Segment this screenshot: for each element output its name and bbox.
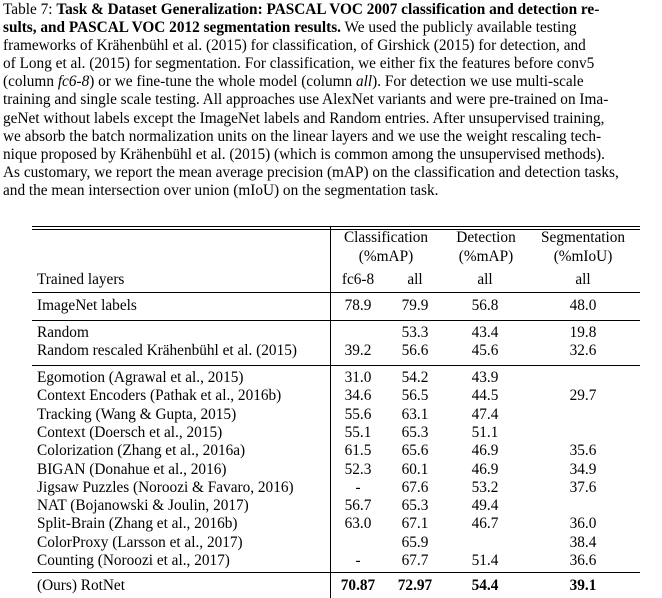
- row-label: Counting (Noroozi et al., 2017): [37, 552, 230, 569]
- row-label: Jigsaw Puzzles (Noroozi & Favaro, 2016): [37, 478, 294, 496]
- cell-c3: 43.4: [471, 324, 499, 341]
- row-label: Colorization (Zhang et al., 2016a): [37, 442, 246, 460]
- caption-italic-fc6-8: fc6-8: [57, 73, 90, 91]
- cell-c4: 37.6: [569, 478, 597, 496]
- cell-c4: 19.8: [569, 324, 597, 341]
- caption-text-5b: ) or we fine-tune the whole model (column: [89, 73, 357, 91]
- row-label: Egomotion (Agrawal et al., 2015): [37, 369, 244, 386]
- row-label: BIGAN (Donahue et al., 2016): [37, 460, 227, 478]
- cell-ours-c4: 39.1: [569, 577, 597, 594]
- cell-imagenet-c2: 79.9: [401, 297, 429, 314]
- caption-text-2: We used the publicly available testing: [344, 19, 577, 37]
- cell-c4: 36.6: [569, 552, 597, 569]
- cell-c3: 46.9: [471, 460, 499, 478]
- cell-trained-layers-c3: all: [477, 271, 493, 288]
- caption-line-10: As customary, we report the mean average precision (mAP) on the classification and detection tasks,: [3, 163, 619, 181]
- cell-c1: 31.0: [344, 369, 372, 386]
- caption-text-5c: ). For detection we use multi-scale: [372, 73, 584, 91]
- cell-c1: 55.1: [344, 423, 372, 441]
- cell-c3: 47.4: [471, 405, 499, 423]
- caption-line-9: nique proposed by Krähenbühl et al. (2015) (which is common among the unsupervised methods).: [3, 145, 605, 163]
- header-detection-label: Detection: [456, 229, 516, 246]
- cell-c3: 51.1: [471, 423, 499, 441]
- cell-c3: 49.4: [471, 497, 499, 515]
- header-segmentation: [532, 228, 634, 266]
- row-label: Split-Brain (Zhang et al., 2016b): [37, 515, 238, 533]
- header-classification-unit: (%mAP): [358, 248, 414, 265]
- cell-c2: 60.1: [401, 460, 429, 478]
- cell-c3: 46.9: [471, 442, 499, 460]
- cell-c3: 51.4: [471, 552, 499, 569]
- cell-c1: 34.6: [344, 387, 372, 405]
- row-label-imagenet: ImageNet labels: [37, 297, 137, 314]
- cell-c3: 45.6: [471, 342, 499, 359]
- cell-c3: 43.9: [471, 369, 499, 386]
- cell-c4: 32.6: [569, 342, 597, 359]
- caption-line-11: and the mean intersection over union (mIoU) on the segmentation task.: [3, 181, 439, 199]
- table-rule-after-imagenet: [32, 320, 640, 321]
- cell-c1: 63.0: [344, 515, 372, 533]
- cell-c3: 53.2: [471, 478, 499, 496]
- header-classification-label: Classification: [343, 229, 429, 246]
- cell-c2: 67.1: [401, 515, 429, 533]
- table-rule-after-random: [32, 365, 640, 366]
- row-label-trained-layers: Trained layers: [37, 271, 125, 288]
- cell-c2: 65.3: [401, 423, 429, 441]
- header-classification: [336, 228, 436, 266]
- caption-line-3: frameworks of Krähenbühl et al. (2015) for classification, of Girshick (2015) for detection, and: [3, 37, 586, 55]
- table-top-rule: [32, 226, 640, 227]
- cell-ours-c2: 72.97: [397, 577, 433, 594]
- caption-line-8: we absorb the batch normalization units on the linear layers and we use the weight rescaling tech-: [3, 127, 602, 145]
- row-label: Tracking (Wang & Gupta, 2015): [37, 405, 237, 423]
- caption-title-2: sults, and PASCAL VOC 2012 segmentation results.: [3, 19, 341, 37]
- table-rule-after-trained-layers: [32, 292, 640, 293]
- cell-c4: 29.7: [569, 387, 597, 405]
- cell-c3: 44.5: [471, 387, 499, 405]
- row-label: Random: [37, 324, 89, 341]
- caption-label: Table 7:: [3, 1, 53, 18]
- header-detection: [446, 228, 526, 266]
- cell-c2: 67.7: [401, 552, 429, 569]
- row-label: Random rescaled Krähenbühl et al. (2015): [37, 342, 297, 359]
- cell-c4: 35.6: [569, 442, 597, 460]
- cell-imagenet-c4: 48.0: [569, 297, 597, 314]
- cell-c4: 36.0: [569, 515, 597, 533]
- cell-c4: 38.4: [569, 533, 597, 551]
- cell-ours-c3: 54.4: [471, 577, 499, 594]
- cell-c2: 54.2: [401, 369, 429, 386]
- row-label: Context Encoders (Pathak et al., 2016b): [37, 387, 282, 405]
- row-label: Context (Doersch et al., 2015): [37, 423, 223, 441]
- cell-c1: 61.5: [344, 442, 372, 460]
- cell-imagenet-c3: 56.8: [471, 297, 499, 314]
- cell-c1: 39.2: [344, 342, 372, 359]
- cell-c4: 34.9: [569, 460, 597, 478]
- caption-line-6: training and single scale testing. All approaches use AlexNet variants and were pre-trained on Ima-: [3, 91, 609, 109]
- cell-c1: 52.3: [344, 460, 372, 478]
- cell-c2: 65.3: [401, 497, 429, 515]
- cell-c2: 56.6: [401, 342, 429, 359]
- table-rule-before-ours: [32, 572, 640, 573]
- cell-c3: 46.7: [471, 515, 499, 533]
- row-label: NAT (Bojanowski & Joulin, 2017): [37, 497, 249, 515]
- cell-c2: 67.6: [401, 478, 429, 496]
- cell-imagenet-c1: 78.9: [344, 297, 372, 314]
- cell-c2: 63.1: [401, 405, 429, 423]
- cell-c1: 56.7: [344, 497, 372, 515]
- cell-c1: -: [355, 552, 361, 569]
- cell-c2: 53.3: [401, 324, 429, 341]
- header-segmentation-label: Segmentation: [540, 229, 626, 246]
- row-label: ColorProxy (Larsson et al., 2017): [37, 533, 243, 551]
- header-segmentation-unit: (%mIoU): [553, 248, 613, 265]
- cell-c2: 65.6: [401, 442, 429, 460]
- cell-trained-layers-c1: fc6-8: [341, 271, 375, 288]
- caption-line-7: geNet without labels except the ImageNet labels and Random entries. After unsupervised training,: [3, 109, 605, 127]
- caption-text-5a: (column: [3, 73, 58, 91]
- cell-ours-c1: 70.87: [340, 577, 376, 594]
- caption-line-4: of Long et al. (2015) for segmentation. For classification, we either fix the features before conv5: [3, 55, 595, 73]
- cell-trained-layers-c2: all: [407, 271, 423, 288]
- row-label-ours: (Ours) RotNet: [37, 577, 125, 594]
- caption-title-1: Task & Dataset Generalization: PASCAL VOC 2007 classification and detection re-: [56, 1, 600, 18]
- cell-trained-layers-c4: all: [575, 271, 591, 288]
- caption-italic-all: all: [356, 73, 373, 91]
- cell-c2: 65.9: [401, 533, 429, 551]
- cell-c1: -: [355, 478, 361, 496]
- header-detection-unit: (%mAP): [458, 248, 514, 265]
- cell-c1: 55.6: [344, 405, 372, 423]
- cell-c2: 56.5: [401, 387, 429, 405]
